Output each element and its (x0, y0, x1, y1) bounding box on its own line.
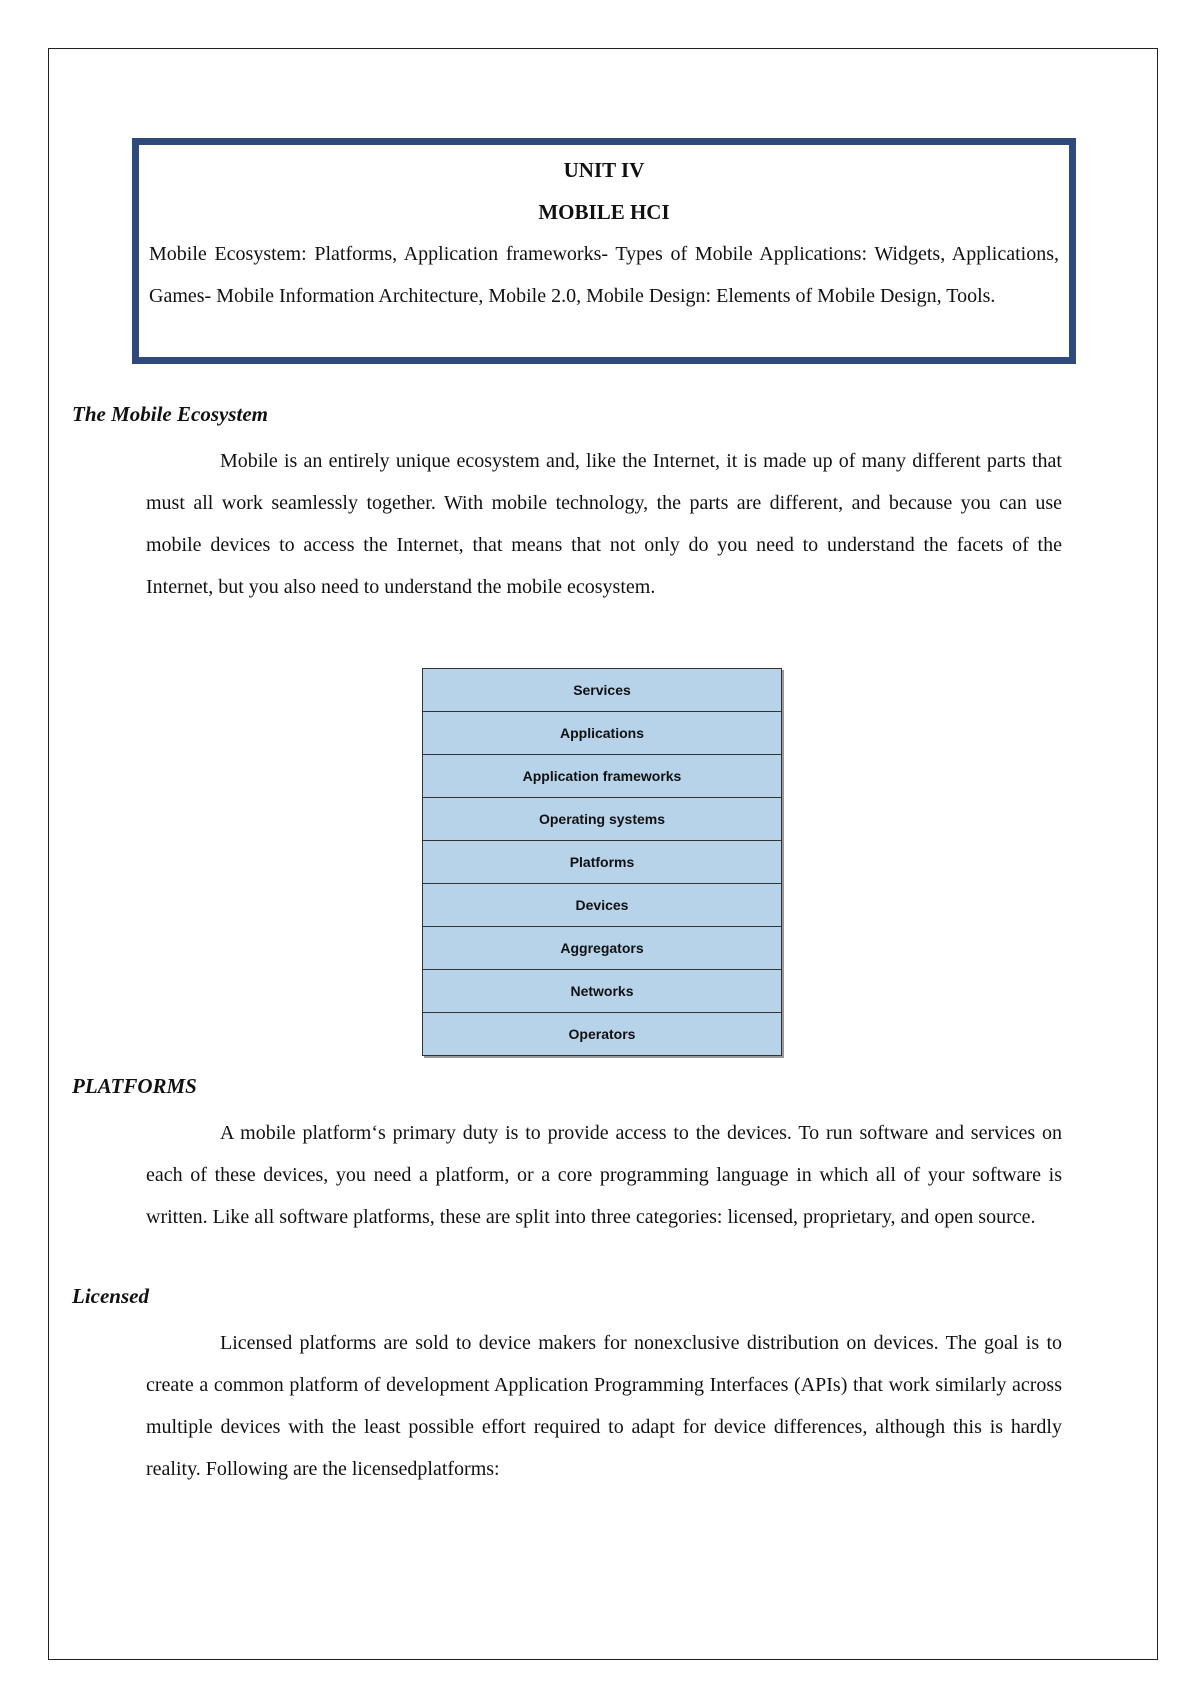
layer-application-frameworks: Application frameworks (423, 755, 781, 798)
paragraph-mobile-ecosystem: Mobile is an entirely unique ecosystem and, like the Internet, it is made up of many different parts that must all work seamlessly together. With mobile technology, the parts are different, and because you can use mobile devices to access the Internet, that means that not only do you need to understand the facets of the Internet, but you also need to understand the mobile ecosystem. (146, 450, 1062, 598)
mobile-ecosystem-diagram (422, 668, 782, 1056)
layer-applications: Applications (423, 712, 781, 755)
layer-devices: Devices (423, 884, 781, 927)
layer-platforms: Platforms (423, 841, 781, 884)
layer-networks: Networks (423, 970, 781, 1013)
unit-syllabus: Mobile Ecosystem: Platforms, Application frameworks- Types of Mobile Applications: Widgets, Applications, Games- Mobile Information Architecture, Mobile 2.0, Mobile Design: Elements of Mobile Design, Tools. (149, 243, 1059, 307)
unit-number: UNIT IV (563, 158, 645, 182)
heading-platforms: PLATFORMS (72, 1074, 197, 1098)
heading-mobile-ecosystem: The Mobile Ecosystem (72, 402, 268, 426)
layer-operators: Operators (423, 1013, 781, 1055)
paragraph-platforms: A mobile platform‘s primary duty is to provide access to the devices. To run software and services on each of these devices, you need a platform, or a core programming language in which all of your software is written. Like all software platforms, these are split into three categories: licensed, proprietary, and open source. (146, 1122, 1062, 1228)
unit-title: MOBILE HCI (538, 200, 670, 224)
paragraph-licensed: Licensed platforms are sold to device makers for nonexclusive distribution on devices. The goal is to create a common platform of development Application Programming Interfaces (APIs) that work similarly across multiple devices with the least possible effort required to adapt for device differences, although this is hardly reality. Following are the licensedplatforms: (146, 1332, 1062, 1480)
layer-aggregators: Aggregators (423, 927, 781, 970)
layer-services: Services (423, 669, 781, 712)
heading-licensed: Licensed (72, 1284, 149, 1308)
unit-header-box (132, 138, 1076, 364)
layer-operating-systems: Operating systems (423, 798, 781, 841)
